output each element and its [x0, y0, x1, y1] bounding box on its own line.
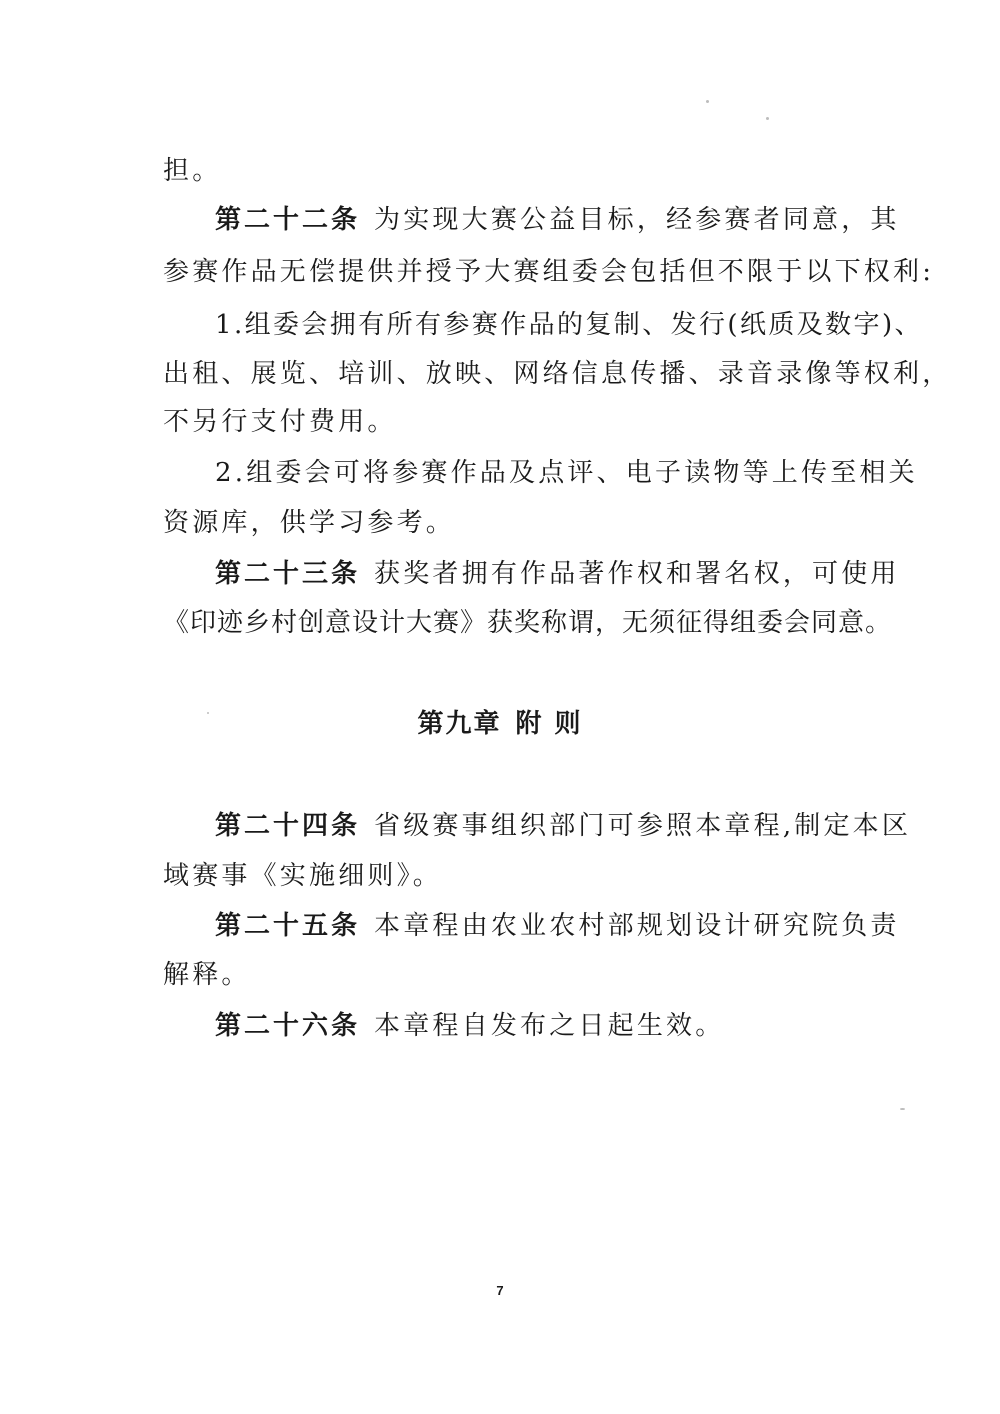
article-22: [215, 203, 900, 237]
body-text: 省级赛事组织部门可参照本章程,制定本区: [374, 811, 912, 841]
article-number: 第二十四条: [215, 811, 361, 841]
scan-speck: [766, 117, 769, 120]
article-number: 第二十二条: [215, 205, 361, 235]
article-number: 第二十三条: [215, 559, 361, 589]
body-text: 参赛作品无偿提供并授予大赛组委会包括但不限于以下权利:: [163, 257, 935, 287]
scan-speck: [706, 100, 709, 103]
article-23: [215, 557, 900, 591]
body-text: 2.组委会可将参赛作品及点评、电子读物等上传至相关: [215, 458, 918, 488]
article-number: 第二十六条: [215, 1011, 361, 1041]
list-item-1: [215, 308, 923, 342]
body-text: 本章程由农业农村部规划设计研究院负责: [374, 911, 900, 941]
body-text: 担。: [163, 156, 222, 186]
chapter-title: [0, 707, 1000, 741]
body-text: 解释。: [163, 960, 251, 990]
scan-speck: [900, 1108, 905, 1110]
article-24-continued: [163, 859, 442, 893]
body-text: 《印迹乡村创意设计大赛》获奖称谓，无须征得组委会同意。: [163, 608, 893, 638]
chapter-name: 附 则: [515, 709, 583, 739]
body-text: 本章程自发布之日起生效。: [374, 1011, 725, 1041]
article-24: [215, 809, 911, 843]
list-item-2-continued: [163, 506, 455, 540]
body-text: 为实现大赛公益目标，经参赛者同意，其: [374, 205, 900, 235]
list-item-1-continued: [163, 405, 397, 439]
article-22-continued: [163, 255, 934, 289]
article-25: [215, 909, 900, 943]
article-25-continued: [163, 958, 251, 992]
body-text: 资源库，供学习参考。: [163, 508, 456, 538]
article-number: 第二十五条: [215, 911, 361, 941]
page-number: 7: [496, 1283, 504, 1298]
body-text: 域赛事《实施细则》。: [163, 861, 443, 891]
list-item-1-continued: [163, 357, 951, 391]
body-text: 不另行支付费用。: [163, 407, 397, 437]
chapter-number: 第九章: [417, 709, 502, 739]
body-text: 出租、展览、培训、放映、网络信息传播、录音录像等权利，: [163, 359, 952, 389]
article-26: [215, 1009, 724, 1043]
paragraph-continuation: [163, 154, 221, 188]
body-text: 1.组委会拥有所有参赛作品的复制、发行(纸质及数字)、: [215, 310, 923, 340]
article-23-continued: [163, 606, 892, 640]
body-text: 获奖者拥有作品著作权和署名权，可使用: [374, 559, 900, 589]
list-item-2: [215, 456, 918, 490]
